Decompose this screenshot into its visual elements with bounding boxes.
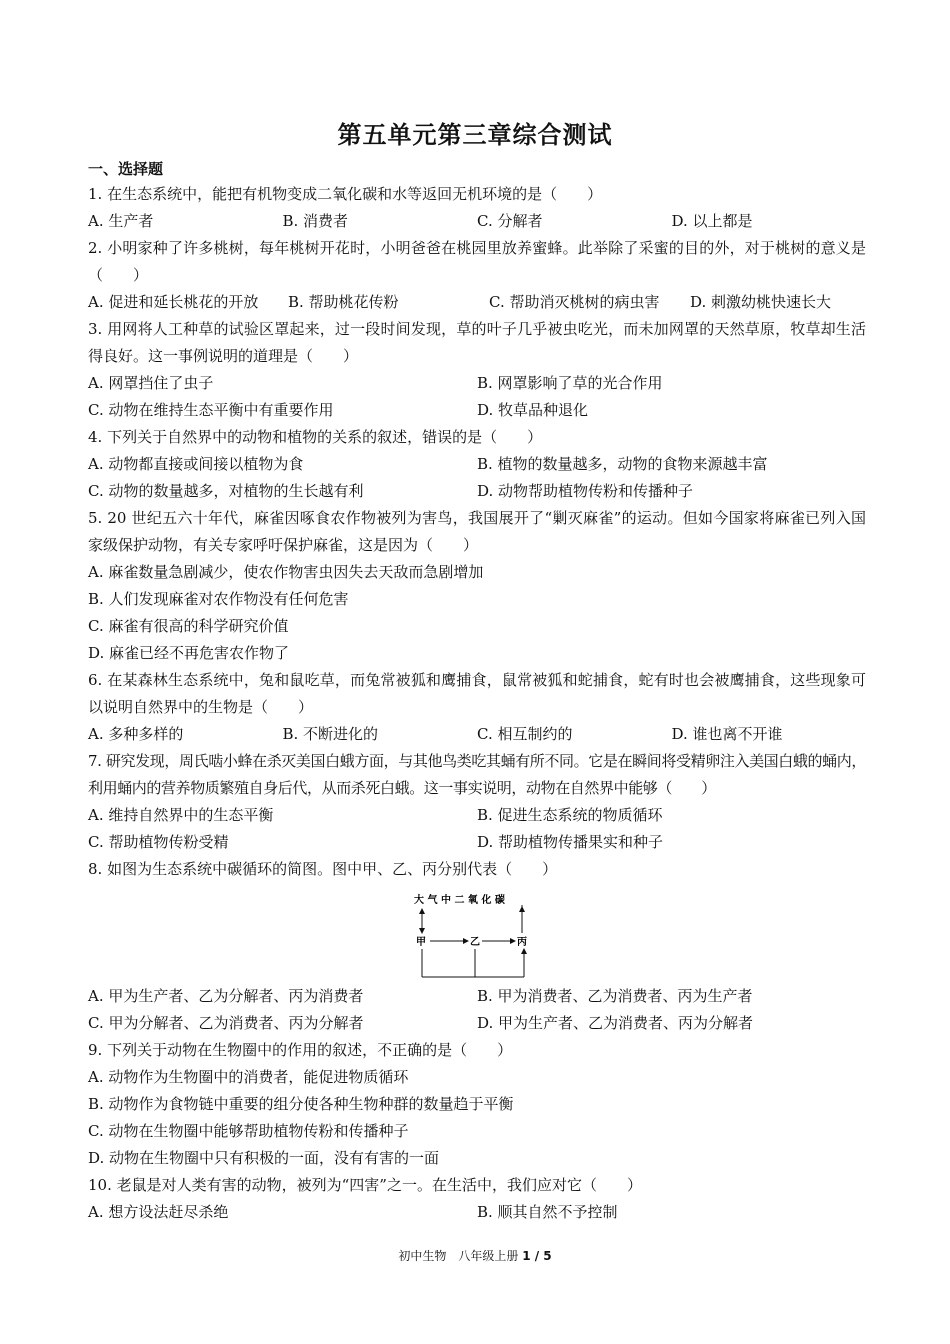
- option: B. 动物作为食物链中重要的组分使各种生物种群的数量趋于平衡: [88, 1095, 514, 1113]
- page-number: 1 / 5: [522, 1249, 552, 1263]
- option: C. 帮助植物传粉受精: [88, 833, 229, 851]
- option-row: [88, 478, 866, 505]
- option-row: [88, 983, 866, 1010]
- footer-text: 初中生物 八年级上册: [398, 1249, 523, 1263]
- option: C. 麻雀有很高的科学研究价值: [88, 617, 289, 635]
- option: A. 生产者: [88, 212, 154, 230]
- option: A. 促进和延长桃花的开放: [88, 293, 259, 311]
- arrow-head: [419, 908, 425, 914]
- question-stem: 5. 20 世纪五六十年代，麻雀因啄食农作物被列为害鸟，我国展开了“剿灭麻雀”的运动。但如今国家将麻雀已列入国家级保护动物，有关专家呼吁保护麻雀，这是因为（ ）: [88, 509, 866, 554]
- carbon-cycle-diagram: [88, 883, 866, 983]
- option: D. 甲为生产者、乙为消费者、丙为分解者: [477, 1014, 754, 1032]
- question-stem: 1. 在生态系统中，能把有机物变成二氧化碳和水等返回无机环境的是（ ）: [88, 185, 603, 203]
- option: B. 甲为消费者、乙为消费者、丙为生产者: [477, 987, 753, 1005]
- question-stem: 6. 在某森林生态系统中，兔和鼠吃草，而兔常被狐和鹰捕食，鼠常被狐和蛇捕食，蛇有时也会被鹰捕食，这些现象可以说明自然界中的生物是（ ）: [88, 671, 866, 716]
- option-row: [88, 451, 866, 478]
- option: B. 消费者: [282, 212, 349, 230]
- page-footer: [0, 1247, 950, 1264]
- option-row: [88, 370, 866, 397]
- option: C. 帮助消灭桃树的病虫害: [489, 293, 660, 311]
- carbon-cycle-figure: [412, 891, 542, 983]
- option: A. 网罩挡住了虫子: [88, 374, 214, 392]
- option: C. 甲为分解者、乙为消费者、丙为分解者: [88, 1014, 364, 1032]
- option: A. 麻雀数量急剧减少，使农作物害虫因失去天敌而急剧增加: [88, 563, 484, 581]
- question-stem: 8. 如图为生态系统中碳循环的简图。图中甲、乙、丙分别代表（ ）: [88, 860, 558, 878]
- question-stem: 2. 小明家种了许多桃树，每年桃树开花时，小明爸爸在桃园里放养蜜蜂。此举除了采蜜的目的外，对于桃树的意义是（ ）: [88, 239, 866, 284]
- option: B. 顺其自然不予控制: [477, 1203, 618, 1221]
- option: B. 帮助桃花传粉: [288, 293, 399, 311]
- section-heading: 一、选择题: [88, 160, 164, 178]
- option-row: [88, 721, 866, 748]
- arrow-head: [463, 938, 469, 944]
- option: A. 想方设法赶尽杀绝: [88, 1203, 229, 1221]
- arrow-head: [419, 928, 425, 934]
- question-stem: 9. 下列关于动物在生物圈中的作用的叙述，不正确的是（ ）: [88, 1041, 513, 1059]
- question-stem: 7. 研究发现，周氏啮小蜂在杀灭美国白蛾方面，与其他鸟类吃其蛹有所不同。它是在瞬间将受精卵注入美国白蛾的蛹内，利用蛹内的营养物质繁殖自身后代，从而杀死白蛾。这一事实说明，动物在自然界中能够（ ）: [88, 752, 866, 797]
- option-row: [88, 397, 866, 424]
- option: D. 刺激幼桃快速长大: [690, 293, 832, 311]
- option: D. 以上都是: [671, 212, 753, 230]
- arrow-head: [510, 938, 516, 944]
- option-row: [88, 802, 866, 829]
- option: C. 分解者: [477, 212, 543, 230]
- option: B. 促进生态系统的物质循环: [477, 806, 663, 824]
- diagram-node-jia: 甲: [416, 937, 426, 948]
- option: D. 麻雀已经不再危害农作物了: [88, 644, 290, 662]
- question-stem: 10. 老鼠是对人类有害的动物，被列为“四害”之一。在生活中，我们应对它（ ）: [88, 1176, 642, 1194]
- option: B. 人们发现麻雀对农作物没有任何危害: [88, 590, 349, 608]
- option-row: [88, 1199, 866, 1226]
- option: C. 动物在生物圈中能够帮助植物传粉和传播种子: [88, 1122, 409, 1140]
- option: B. 不断进化的: [282, 725, 379, 743]
- option: C. 动物的数量越多，对植物的生长越有利: [88, 482, 364, 500]
- option-row: [88, 1010, 866, 1037]
- option: D. 动物帮助植物传粉和传播种子: [477, 482, 694, 500]
- option: C. 相互制约的: [477, 725, 573, 743]
- option: D. 牧草品种退化: [477, 401, 589, 419]
- option: D. 动物在生物圈中只有积极的一面，没有有害的一面: [88, 1149, 440, 1167]
- diagram-node-yi: 乙: [470, 937, 480, 948]
- option: A. 甲为生产者、乙为分解者、丙为消费者: [88, 987, 364, 1005]
- option: D. 帮助植物传播果实和种子: [477, 833, 664, 851]
- question-stem: 3. 用网将人工种草的试验区罩起来，过一段时间发现，草的叶子几乎被虫吃光，而未加网罩的天然草原，牧草却生活得良好。这一事例说明的道理是（ ）: [88, 320, 866, 365]
- arrow-head: [519, 906, 525, 912]
- option-row: [88, 829, 866, 856]
- diagram-node-bing: 丙: [517, 937, 527, 948]
- option: B. 网罩影响了草的光合作用: [477, 374, 663, 392]
- option-row: [88, 289, 866, 316]
- option: A. 动物都直接或间接以植物为食: [88, 455, 304, 473]
- question-list: [88, 181, 866, 1226]
- question-stem: 4. 下列关于自然界中的动物和植物的关系的叙述，错误的是（ ）: [88, 428, 543, 446]
- diagram-top-label: 大 气 中 二 氧 化 碳: [414, 895, 505, 906]
- option: B. 植物的数量越多，动物的食物来源越丰富: [477, 455, 768, 473]
- option: C. 动物在维持生态平衡中有重要作用: [88, 401, 334, 419]
- option: A. 动物作为生物圈中的消费者，能促进物质循环: [88, 1068, 409, 1086]
- option: A. 维持自然界中的生态平衡: [88, 806, 274, 824]
- option: D. 谁也离不开谁: [671, 725, 783, 743]
- option-row: [88, 208, 866, 235]
- page-title: 第五单元第三章综合测试: [337, 121, 613, 149]
- option: A. 多种多样的: [88, 725, 184, 743]
- arrow-head: [521, 948, 527, 954]
